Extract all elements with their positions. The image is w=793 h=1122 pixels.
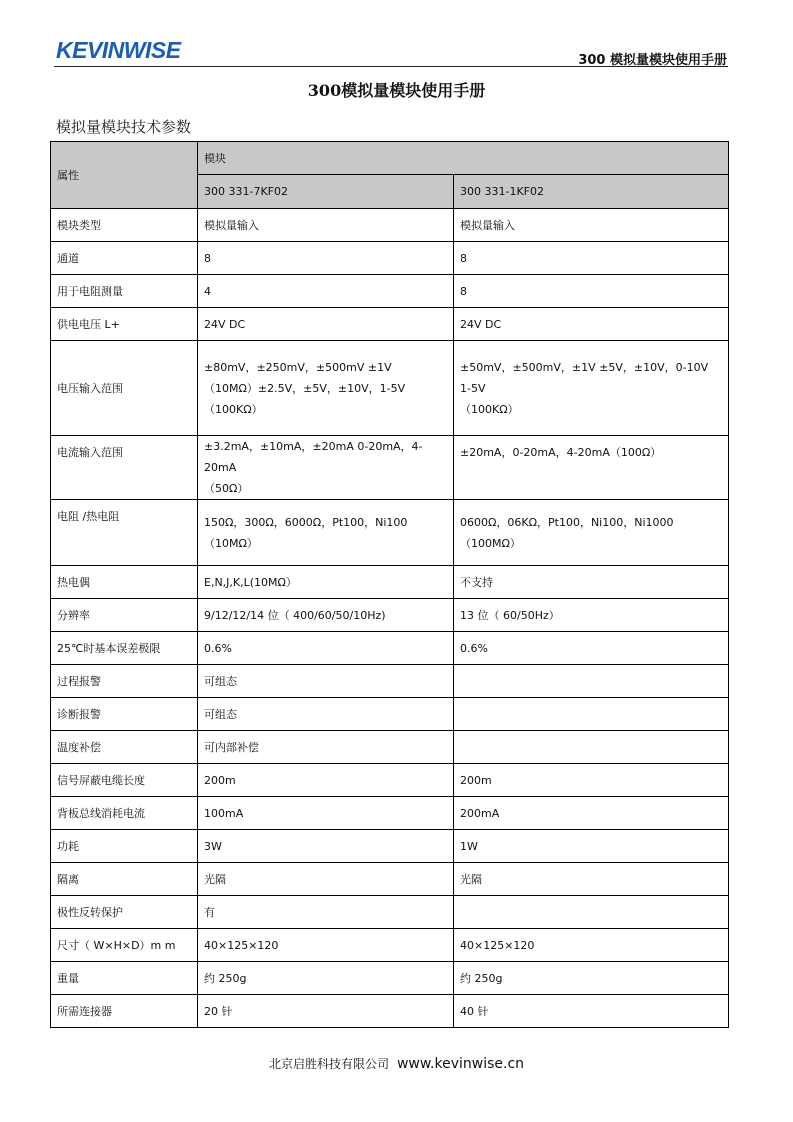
row-attr: 模块类型: [51, 209, 198, 242]
row-attr: 极性反转保护: [51, 896, 198, 929]
header-divider: [54, 66, 728, 67]
row-attr: 背板总线消耗电流: [51, 797, 198, 830]
table-row: [51, 341, 729, 436]
row-value-b: 光隔: [454, 863, 729, 896]
row-value-b: 1W: [454, 830, 729, 863]
row-value-a: 光隔: [198, 863, 454, 896]
row-value-a: 100mA: [198, 797, 454, 830]
row-attr: 温度补偿: [51, 731, 198, 764]
value-line: ±3.2mA，±10mA，±20mA 0-20mA，4-20mA: [204, 440, 423, 474]
row-attr: 电压输入范围: [51, 341, 198, 436]
row-value-a: 约 250g: [198, 962, 454, 995]
table-row: [51, 797, 729, 830]
table-row: [51, 929, 729, 962]
value-line: （100KΩ）: [460, 402, 519, 416]
row-value-a: 200m: [198, 764, 454, 797]
row-attr: 过程报警: [51, 665, 198, 698]
row-value-b: [454, 341, 729, 436]
header-model-b: 300 331-1KF02: [454, 175, 729, 209]
value-line: ±50mV，±500mV，±1V ±5V，±10V，0-10V 1-5V: [460, 360, 709, 395]
row-attr: 尺寸（ W×H×D）m m: [51, 929, 198, 962]
table-row: [51, 764, 729, 797]
table-row: [51, 566, 729, 599]
row-value-b: 模拟量输入: [454, 209, 729, 242]
row-value-a: [198, 436, 454, 500]
row-value-b: [454, 698, 729, 731]
row-attr: 电流输入范围: [51, 436, 198, 500]
table-row: [51, 698, 729, 731]
table-row: [51, 962, 729, 995]
row-value-a: 9/12/12/14 位（ 400/60/50/10Hz): [198, 599, 454, 632]
brand-logo: KEVINWISE: [56, 37, 181, 63]
table-row: [51, 632, 729, 665]
row-value-b: 24V DC: [454, 308, 729, 341]
table-row: [51, 308, 729, 341]
row-attr: 供电电压 L+: [51, 308, 198, 341]
page-footer: [0, 1055, 793, 1072]
section-title: 模拟量模块技术参数: [56, 118, 192, 136]
row-value-a: 40×125×120: [198, 929, 454, 962]
row-value-b: 不支持: [454, 566, 729, 599]
row-value-a: 可组态: [198, 698, 454, 731]
row-value-a: 150Ω，300Ω，6000Ω，Pt100，Ni100（10MΩ）: [198, 500, 454, 566]
row-value-a: 8: [198, 242, 454, 275]
row-value-b: 0600Ω，06KΩ，Pt100，Ni100，Ni1000（100MΩ）: [454, 500, 729, 566]
table-row: [51, 665, 729, 698]
row-attr: 用于电阻测量: [51, 275, 198, 308]
row-attr: 通道: [51, 242, 198, 275]
table-row: [51, 436, 729, 500]
row-attr: 25℃时基本误差极限: [51, 632, 198, 665]
row-attr: 隔离: [51, 863, 198, 896]
row-value-a: 0.6%: [198, 632, 454, 665]
row-value-b: [454, 731, 729, 764]
row-attr: 所需连接器: [51, 995, 198, 1028]
row-value-b: [454, 896, 729, 929]
row-value-b: 约 250g: [454, 962, 729, 995]
value-line: （10MΩ）±2.5V，±5V，±10V，1-5V（100KΩ）: [204, 381, 406, 416]
table-row: [51, 275, 729, 308]
header-model-a: 300 331-7KF02: [198, 175, 454, 209]
row-attr: 信号屏蔽电缆长度: [51, 764, 198, 797]
row-value-b: 200mA: [454, 797, 729, 830]
table-row: [51, 731, 729, 764]
table-row: [51, 500, 729, 566]
row-value-a: 4: [198, 275, 454, 308]
row-value-b: ±20mA，0-20mA，4-20mA（100Ω）: [454, 436, 729, 500]
table-row: [51, 830, 729, 863]
row-value-a: [198, 341, 454, 436]
row-value-b: 8: [454, 242, 729, 275]
row-value-a: 3W: [198, 830, 454, 863]
header-attr-cell: 属性: [51, 142, 198, 209]
row-value-b: 0.6%: [454, 632, 729, 665]
row-value-a: E,N,J,K,L(10MΩ）: [198, 566, 454, 599]
header-doc-name: 300 模拟量模块使用手册: [578, 53, 727, 68]
table-row: [51, 242, 729, 275]
row-attr: 重量: [51, 962, 198, 995]
header-module-cell: 模块: [198, 142, 729, 175]
table-row: [51, 995, 729, 1028]
footer-url[interactable]: www.kevinwise.cn: [396, 1056, 525, 1072]
table-row: [51, 863, 729, 896]
page-title: 300模拟量模块使用手册: [307, 81, 486, 100]
row-value-b: 40×125×120: [454, 929, 729, 962]
row-value-b: 8: [454, 275, 729, 308]
value-line: ±80mV，±250mV，±500mV ±1V: [204, 360, 392, 374]
row-attr: 功耗: [51, 830, 198, 863]
row-attr: 诊断报警: [51, 698, 198, 731]
value-line: （50Ω）: [204, 482, 249, 495]
row-attr: 电阻 /热电阻: [51, 500, 198, 566]
table-row: [51, 599, 729, 632]
row-value-a: 模拟量输入: [198, 209, 454, 242]
row-value-a: 20 针: [198, 995, 454, 1028]
row-value-b: 200m: [454, 764, 729, 797]
row-value-a: 24V DC: [198, 308, 454, 341]
row-attr: 热电偶: [51, 566, 198, 599]
table-row: [51, 209, 729, 242]
row-value-b: 13 位（ 60/50Hz）: [454, 599, 729, 632]
row-value-b: [454, 665, 729, 698]
row-value-b: 40 针: [454, 995, 729, 1028]
spec-table: [50, 141, 729, 1028]
row-attr: 分辨率: [51, 599, 198, 632]
footer-company: 北京启胜科技有限公司: [268, 1057, 389, 1071]
row-value-a: 有: [198, 896, 454, 929]
row-value-a: 可组态: [198, 665, 454, 698]
row-value-a: 可内部补偿: [198, 731, 454, 764]
table-row: [51, 896, 729, 929]
